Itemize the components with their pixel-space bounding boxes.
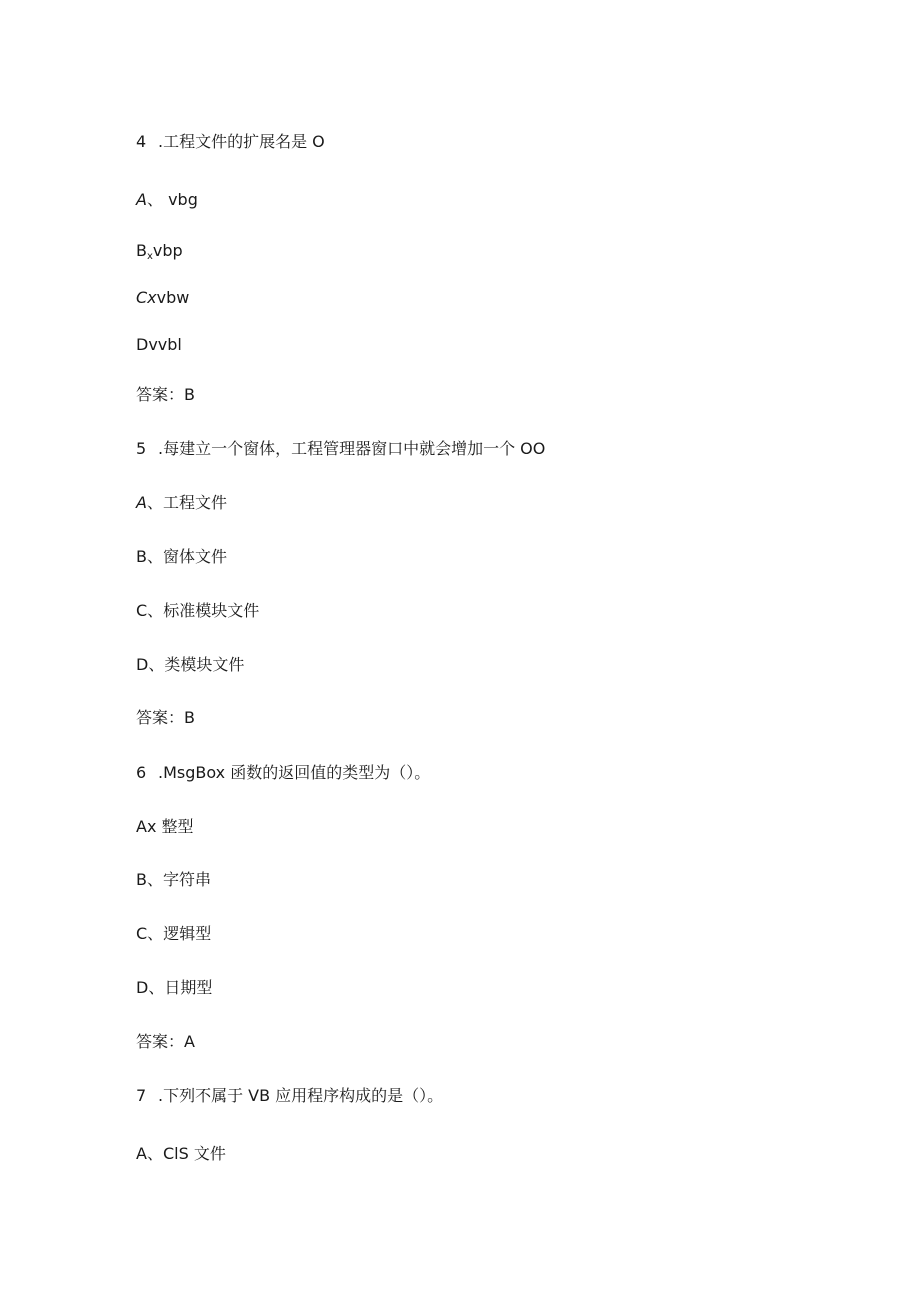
question-number: 7 xyxy=(136,1086,147,1105)
question-number: 6 xyxy=(136,763,147,782)
option-c: C、逻辑型 xyxy=(136,924,212,943)
question-number: 5 xyxy=(136,439,147,458)
option-a: A、ClS 文件 xyxy=(136,1144,226,1163)
question-text: .MsgBox 函数的返回值的类型为（）。 xyxy=(158,763,431,782)
question-7 xyxy=(136,1086,443,1106)
question-number: 4 xyxy=(136,132,147,151)
question-text: .下列不属于 VB 应用程序构成的是（）。 xyxy=(158,1086,444,1105)
option-d: D、类模块文件 xyxy=(136,655,245,674)
option-c: Cxvbw xyxy=(136,288,190,307)
question-6 xyxy=(136,763,430,783)
answer: 答案：A xyxy=(136,1032,195,1051)
question-text: .工程文件的扩展名是 O xyxy=(158,132,325,151)
option-b: Bxvbp xyxy=(136,241,183,262)
option-d: Dvvbl xyxy=(136,335,182,354)
option-a: A、 vbg xyxy=(136,190,198,209)
option-b: B、字符串 xyxy=(136,870,212,889)
answer: 答案：B xyxy=(136,708,195,727)
option-c: C、标准模块文件 xyxy=(136,601,260,620)
question-5 xyxy=(136,439,545,459)
option-a: A、工程文件 xyxy=(136,493,227,512)
option-d: D、日期型 xyxy=(136,978,213,997)
question-text: .每建立一个窗体，工程管理器窗口中就会增加一个 OO xyxy=(158,439,546,458)
option-b: B、窗体文件 xyxy=(136,547,228,566)
answer: 答案：B xyxy=(136,385,195,404)
option-a: Ax 整型 xyxy=(136,817,194,836)
question-4 xyxy=(136,132,325,152)
